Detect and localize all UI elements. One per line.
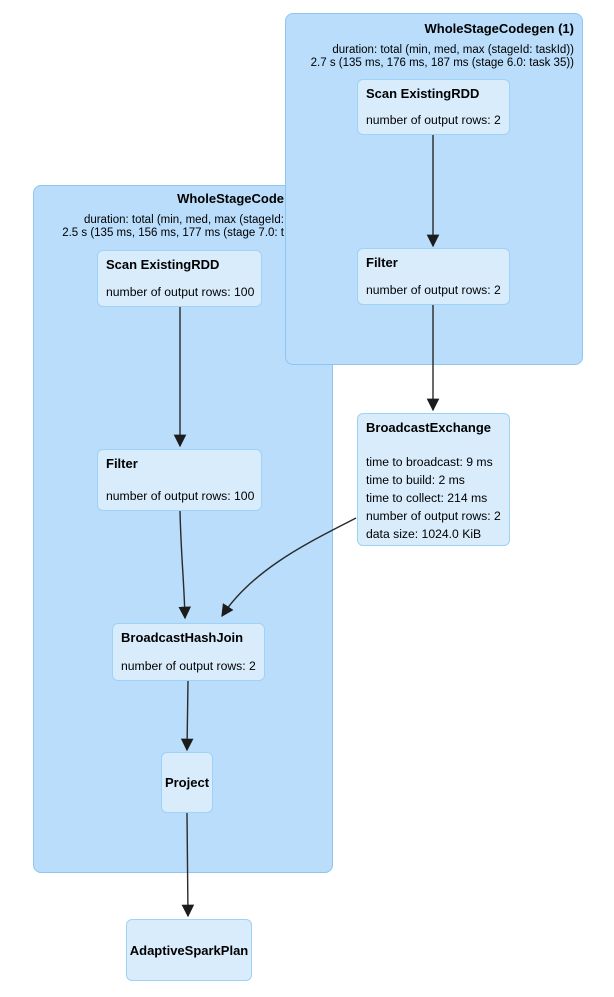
- node-project-title: Project: [164, 775, 210, 790]
- node-filter-2-title: Filter: [106, 456, 138, 471]
- metric-time-to-collect: time to collect: 214 ms: [366, 491, 488, 505]
- metric-time-to-broadcast: time to broadcast: 9 ms: [366, 455, 493, 469]
- node-project[interactable]: [161, 752, 213, 813]
- node-scan-existingrdd-2[interactable]: [97, 250, 262, 307]
- cluster-right-title: WholeStageCodegen (1): [424, 21, 574, 36]
- node-filter-2[interactable]: [97, 449, 262, 511]
- cluster-wholestagecodegen-1[interactable]: [285, 13, 583, 365]
- node-scan-existingrdd-2-metric: number of output rows: 100: [106, 285, 255, 299]
- node-adaptive-spark-plan-title: AdaptiveSparkPlan: [129, 942, 249, 958]
- cluster-right-duration-line2: 2.7 s (135 ms, 176 ms, 187 ms (stage 6.0: task 35)): [310, 57, 574, 69]
- cluster-left-title: WholeStageCode: [177, 191, 284, 206]
- metric-data-size: data size: 1024.0 KiB: [366, 527, 482, 541]
- node-filter-1[interactable]: [357, 248, 510, 305]
- cluster-left-duration-line1: duration: total (min, med, max (stageId:: [83, 214, 284, 226]
- cluster-left-duration: [62, 214, 284, 240]
- node-filter-1-metric: number of output rows: 2: [366, 283, 501, 297]
- cluster-left-duration-line2: 2.5 s (135 ms, 156 ms, 177 ms (stage 7.0: t: [62, 227, 284, 239]
- node-scan-existingrdd-1-metric: number of output rows: 2: [366, 113, 501, 127]
- node-broadcast-exchange[interactable]: [357, 413, 510, 546]
- metric-time-to-build: time to build: 2 ms: [366, 473, 465, 487]
- node-broadcast-hash-join-title: BroadcastHashJoin: [121, 630, 244, 645]
- node-broadcast-hash-join[interactable]: [112, 623, 265, 681]
- metric-output-rows: number of output rows: 2: [366, 509, 501, 523]
- cluster-right-duration: [311, 44, 574, 70]
- node-filter-2-metric: number of output rows: 100: [106, 489, 255, 503]
- node-broadcast-hash-join-metric: number of output rows: 2: [121, 659, 256, 673]
- node-broadcast-exchange-metrics: [366, 453, 501, 543]
- node-scan-existingrdd-1-title: Scan ExistingRDD: [366, 86, 480, 101]
- cluster-right-duration-line1: duration: total (min, med, max (stageId: taskId)): [332, 44, 574, 56]
- node-filter-1-title: Filter: [366, 255, 398, 270]
- node-adaptive-spark-plan[interactable]: [126, 919, 252, 981]
- node-scan-existingrdd-1[interactable]: [357, 79, 510, 135]
- node-scan-existingrdd-2-title: Scan ExistingRDD: [106, 257, 220, 272]
- node-broadcast-exchange-title: BroadcastExchange: [366, 420, 491, 435]
